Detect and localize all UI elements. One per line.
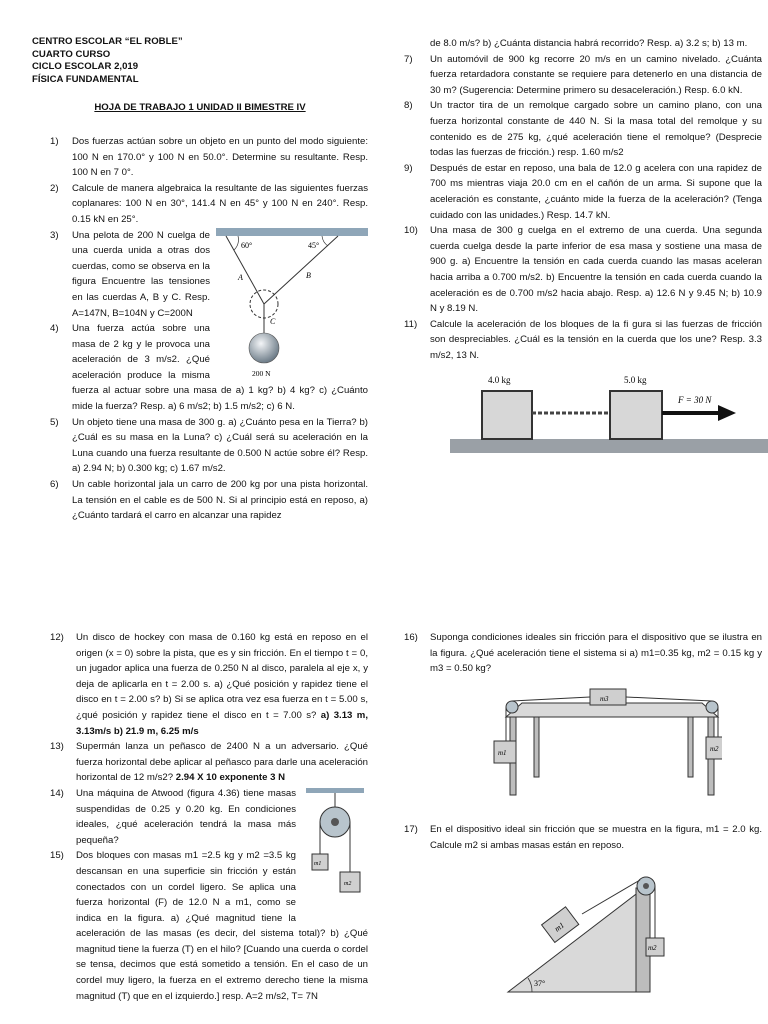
pulley-left bbox=[506, 701, 518, 713]
problem-list-top-right bbox=[404, 36, 762, 363]
angle-arc-right bbox=[322, 236, 328, 246]
rope-a-label: A bbox=[238, 272, 243, 282]
rope-m3-left bbox=[512, 697, 590, 701]
block-4kg bbox=[482, 391, 532, 439]
mass-left-label: 4.0 kg bbox=[488, 375, 511, 386]
mass-2-label: m2 bbox=[344, 880, 352, 887]
problem-list-bottom-right-a bbox=[404, 630, 762, 677]
force-arrow-head bbox=[718, 405, 736, 421]
mass-right-label: 5.0 kg bbox=[624, 375, 647, 386]
block-5kg bbox=[610, 391, 662, 439]
angle-arc-left bbox=[234, 236, 239, 250]
problem-list-bottom-right-b bbox=[404, 822, 762, 853]
incline-pulley-axle bbox=[643, 883, 649, 889]
incline-m2-label: m2 bbox=[648, 943, 657, 952]
atwood-ceiling bbox=[306, 788, 364, 793]
m1-label: m1 bbox=[498, 748, 507, 757]
problem-1: 1) Dos fuerzas actúan sobre un objeto en un punto del modo siguiente: 100 N en 170.0° y 100 N en 50.0°. Determine su resultante. Resp. 100 N en 7 0°. bbox=[50, 135, 368, 179]
problem-9: 9) Después de estar en reposo, una bala de 12.0 g acelera con una rapidez de 700 ms mientras viaja 20.0 cm en el cañón de un arma. Si supone que la aceleración es constante, ¿cuánto mide la fuerza de la aceleración? (Tenga cuidado con las unidades.) Resp. 14.7 kN. bbox=[404, 162, 762, 221]
rope-b bbox=[264, 236, 338, 304]
top-right-column bbox=[404, 36, 762, 463]
incline-angle-label: 37° bbox=[534, 978, 546, 988]
mass-1-label: m1 bbox=[314, 860, 322, 867]
problem-list-top-left bbox=[32, 134, 368, 524]
problem-12-answer: a) 3.13 m, 3.13m/s b) 21.9 m, 6.25 m/s bbox=[76, 709, 368, 737]
worksheet-title: HOJA DE TRABAJO 1 UNIDAD II BIMESTRE IV bbox=[94, 102, 306, 114]
problem-15: 15) Dos bloques con masas m1 =2.5 kg y m2 =3.5 kg descansan en una superficie sin fricción y están conectados con un cordel ligero. Se aplica una fuerza horizontal (F) de 12.0 N a m1, como se indica en la figura. a) ¿Qué magnitud tiene la aceleración de las masas (es decir, del sistema total)? b) ¿Qué magnitud tiene la fuerza (T) en el hilo? [Cuando una cuerda o cordel se tensa, decimos que está sometido a tensión. En el caso de un cordel muy ligero, la fuerza en el extremo derecho tiene la misma magnitud (T) que en el izquierdo.] resp. A=2 m/s2, T= 7N bbox=[50, 850, 368, 1002]
problem-7: 7) Un automóvil de 900 kg recorre 20 m/s en un camino nivelado. ¿Cuánta fuerza retardadora constante se requiere para detenerlo en una distancia de 30 m? (Sugerencia: Determine primero su desaceleración.) Resp. 6.0 kN. bbox=[404, 53, 762, 96]
table-pulley-figure bbox=[482, 681, 722, 799]
rope-m3-right bbox=[626, 697, 712, 701]
problem-8: 8) Un tractor tira de un remolque cargado sobre un camino plano, con una fuerza horizontal constante de 440 N. Si la masa total del remolque y su contenido es de 275 kg, ¿qué aceleración tiene el remolque? (Desprecie todas las fuerzas de fricción.) resp. 1.60 m/s2 bbox=[404, 100, 762, 159]
bottom-right-column bbox=[404, 630, 762, 1001]
pulley-axle bbox=[331, 818, 339, 826]
problem-11: 11) Calcule la aceleración de los bloques de la fi gura si las fuerzas de fricción son despreciables. ¿Cuál es la tensión en la cuerda que los une? Resp. 3.3 m/s2, 13 N. bbox=[404, 318, 762, 361]
rope-c-label: C bbox=[270, 316, 276, 326]
problem-13-answer: 2.94 X 10 exponente 3 N bbox=[175, 772, 286, 784]
m3-label: m3 bbox=[600, 694, 609, 703]
table-leg-back-left bbox=[534, 717, 539, 777]
top-left-column bbox=[32, 36, 368, 524]
problem-6-continued: de 8.0 m/s? b) ¿Cuánta distancia habrá recorrido? Resp. a) 3.2 s; b) 13 m. bbox=[430, 38, 748, 49]
floor-surface bbox=[450, 439, 768, 453]
angle-left-label: 60° bbox=[241, 240, 253, 250]
incline-pulley-figure bbox=[504, 868, 704, 996]
school-name: CENTRO ESCOLAR “EL ROBLE” bbox=[32, 36, 183, 47]
problem-list-bottom-left bbox=[32, 630, 368, 1004]
problem-10: 10) Una masa de 300 g cuelga en el extremo de una cuerda. Una segunda cuerda cuelga desde la parte inferior de esa masa y sostiene una masa de 900 g. a) Encuentre la tensión en cada cuerda cuando las masas aceleran hacia arriba a 0.700 m/s2. b) Encuentre la tensión en cada cuerda cuando la aceleración es de 0.700 m/s2 hacia abajo. Resp. a) 12.6 N y 9.45 N; b) 10.9 N y 8.19 N. bbox=[404, 225, 762, 315]
problem-3: 3) 60° 45° A B C 200 N Una pelota de 200 N cuelga de una cuerda unida a otras dos cuerdas, como se observa en la figura Encuentre las tensiones en las cuerdas A, B y C. Resp. A=147N, B=104N y C=200N bbox=[50, 228, 368, 322]
problem-16: 16) Suponga condiciones ideales sin fricción para el dispositivo que se ilustra en la figura. ¿Qué aceleración tiene el sistema si a) m1=0.35 kg, m2 = 0.15 kg y m3 = 0.50 kg? bbox=[404, 632, 762, 675]
problem-12: 12) Un disco de hockey con masa de 0.160 kg está en reposo en el origen (x = 0) sobre la pista, que es y sin fricción. En el tiempo t = 0, un jugador aplica una fuerza de 0.250 N al disco, paralela al eje x, y deja de aplicarla en t = 2.00 s. a) ¿Qué posición y rapidez tiene el disco en t = 2.00 s? b) Si se aplica otra vez esa fuerza en t = 5.00 s, ¿qué posición y rapidez tiene el disco en t = 7.00 s? a) 3.13 m, 3.13m/s b) 21.9 m, 6.25 m/s bbox=[50, 632, 368, 737]
problem-2: 2) Calcule de manera algebraica la resultante de las siguientes fuerzas coplanares: 100 N en 30°, 141.4 N en 45° y 100 N en 240°. Resp. 0.15 kN en 25°. bbox=[50, 182, 368, 225]
ceiling-bar bbox=[216, 228, 368, 236]
incline-block-group bbox=[542, 906, 579, 942]
problem-17: 17) En el dispositivo ideal sin fricción que se muestra en la figura, m1 = 2.0 kg. Calcule m2 si ambas masas están en reposo. bbox=[404, 824, 762, 851]
problem-6: 6) Un cable horizontal jala un carro de 200 kg por una pista horizontal. La tensión en el cable es de 500 N. Si al principio está en reposo, a) ¿Cuánto tardará el carro en alcanzar una rapidez bbox=[50, 479, 368, 522]
table-leg-back-right bbox=[688, 717, 693, 777]
incline-ramp bbox=[508, 888, 644, 992]
course-name: CUARTO CURSO bbox=[32, 48, 111, 60]
force-label: F = 30 N bbox=[678, 395, 712, 406]
problem-4: 4) Una fuerza actúa sobre una masa de 2 kg y le provoca una aceleración de 3 m/s2. ¿Qué aceleración produce la misma fuerza al actuar sobre una masa de a) 1 kg? b) 4 kg? c) ¿Cuánto mide la fuerza? Resp. a) 6 m/s2; b) 1.5 m/s2; c) 6 N. bbox=[50, 323, 368, 413]
problem-13: 13) Supermán lanza un peñasco de 2400 N a un adversario. ¿Qué fuerza horizontal debe aplicar al peñasco para darle una aceleración horizontal de 12 m/s2? 2.94 X 10 exponente 3 N bbox=[50, 741, 368, 784]
rope-b-label: B bbox=[306, 270, 311, 280]
subject-name: FÍSICA FUNDAMENTAL bbox=[32, 73, 139, 85]
incline-m1-label: m1 bbox=[552, 920, 567, 934]
problem-5: 5) Un objeto tiene una masa de 300 g. a) ¿Cuánto pesa en la Tierra? b) ¿Cuál es su masa en la Luna? c) ¿Cuál será su aceleración en la Luna cuando una fuerza resultante de 0.500 N actúe sobre él? Resp. a) 2.94 N; b) 0.300 kg; c) 1.67 m/s2. bbox=[50, 416, 368, 475]
weight-label: 200 N bbox=[252, 368, 271, 378]
bottom-left-column bbox=[32, 630, 368, 1004]
pulley-right bbox=[706, 701, 718, 713]
school-cycle: CICLO ESCOLAR 2,019 bbox=[32, 61, 139, 73]
m2-label: m2 bbox=[710, 744, 719, 753]
angle-right-label: 45° bbox=[308, 240, 320, 250]
problem-14: 14) m1 m2 Una máquina de Atwood (figura 4.36) tiene masas suspendidas de 0.25 y 0.20 kg. En condiciones ideales, ¿qué aceleración tendrá la masa más pequeña? bbox=[50, 786, 368, 848]
two-blocks-figure bbox=[450, 367, 768, 457]
